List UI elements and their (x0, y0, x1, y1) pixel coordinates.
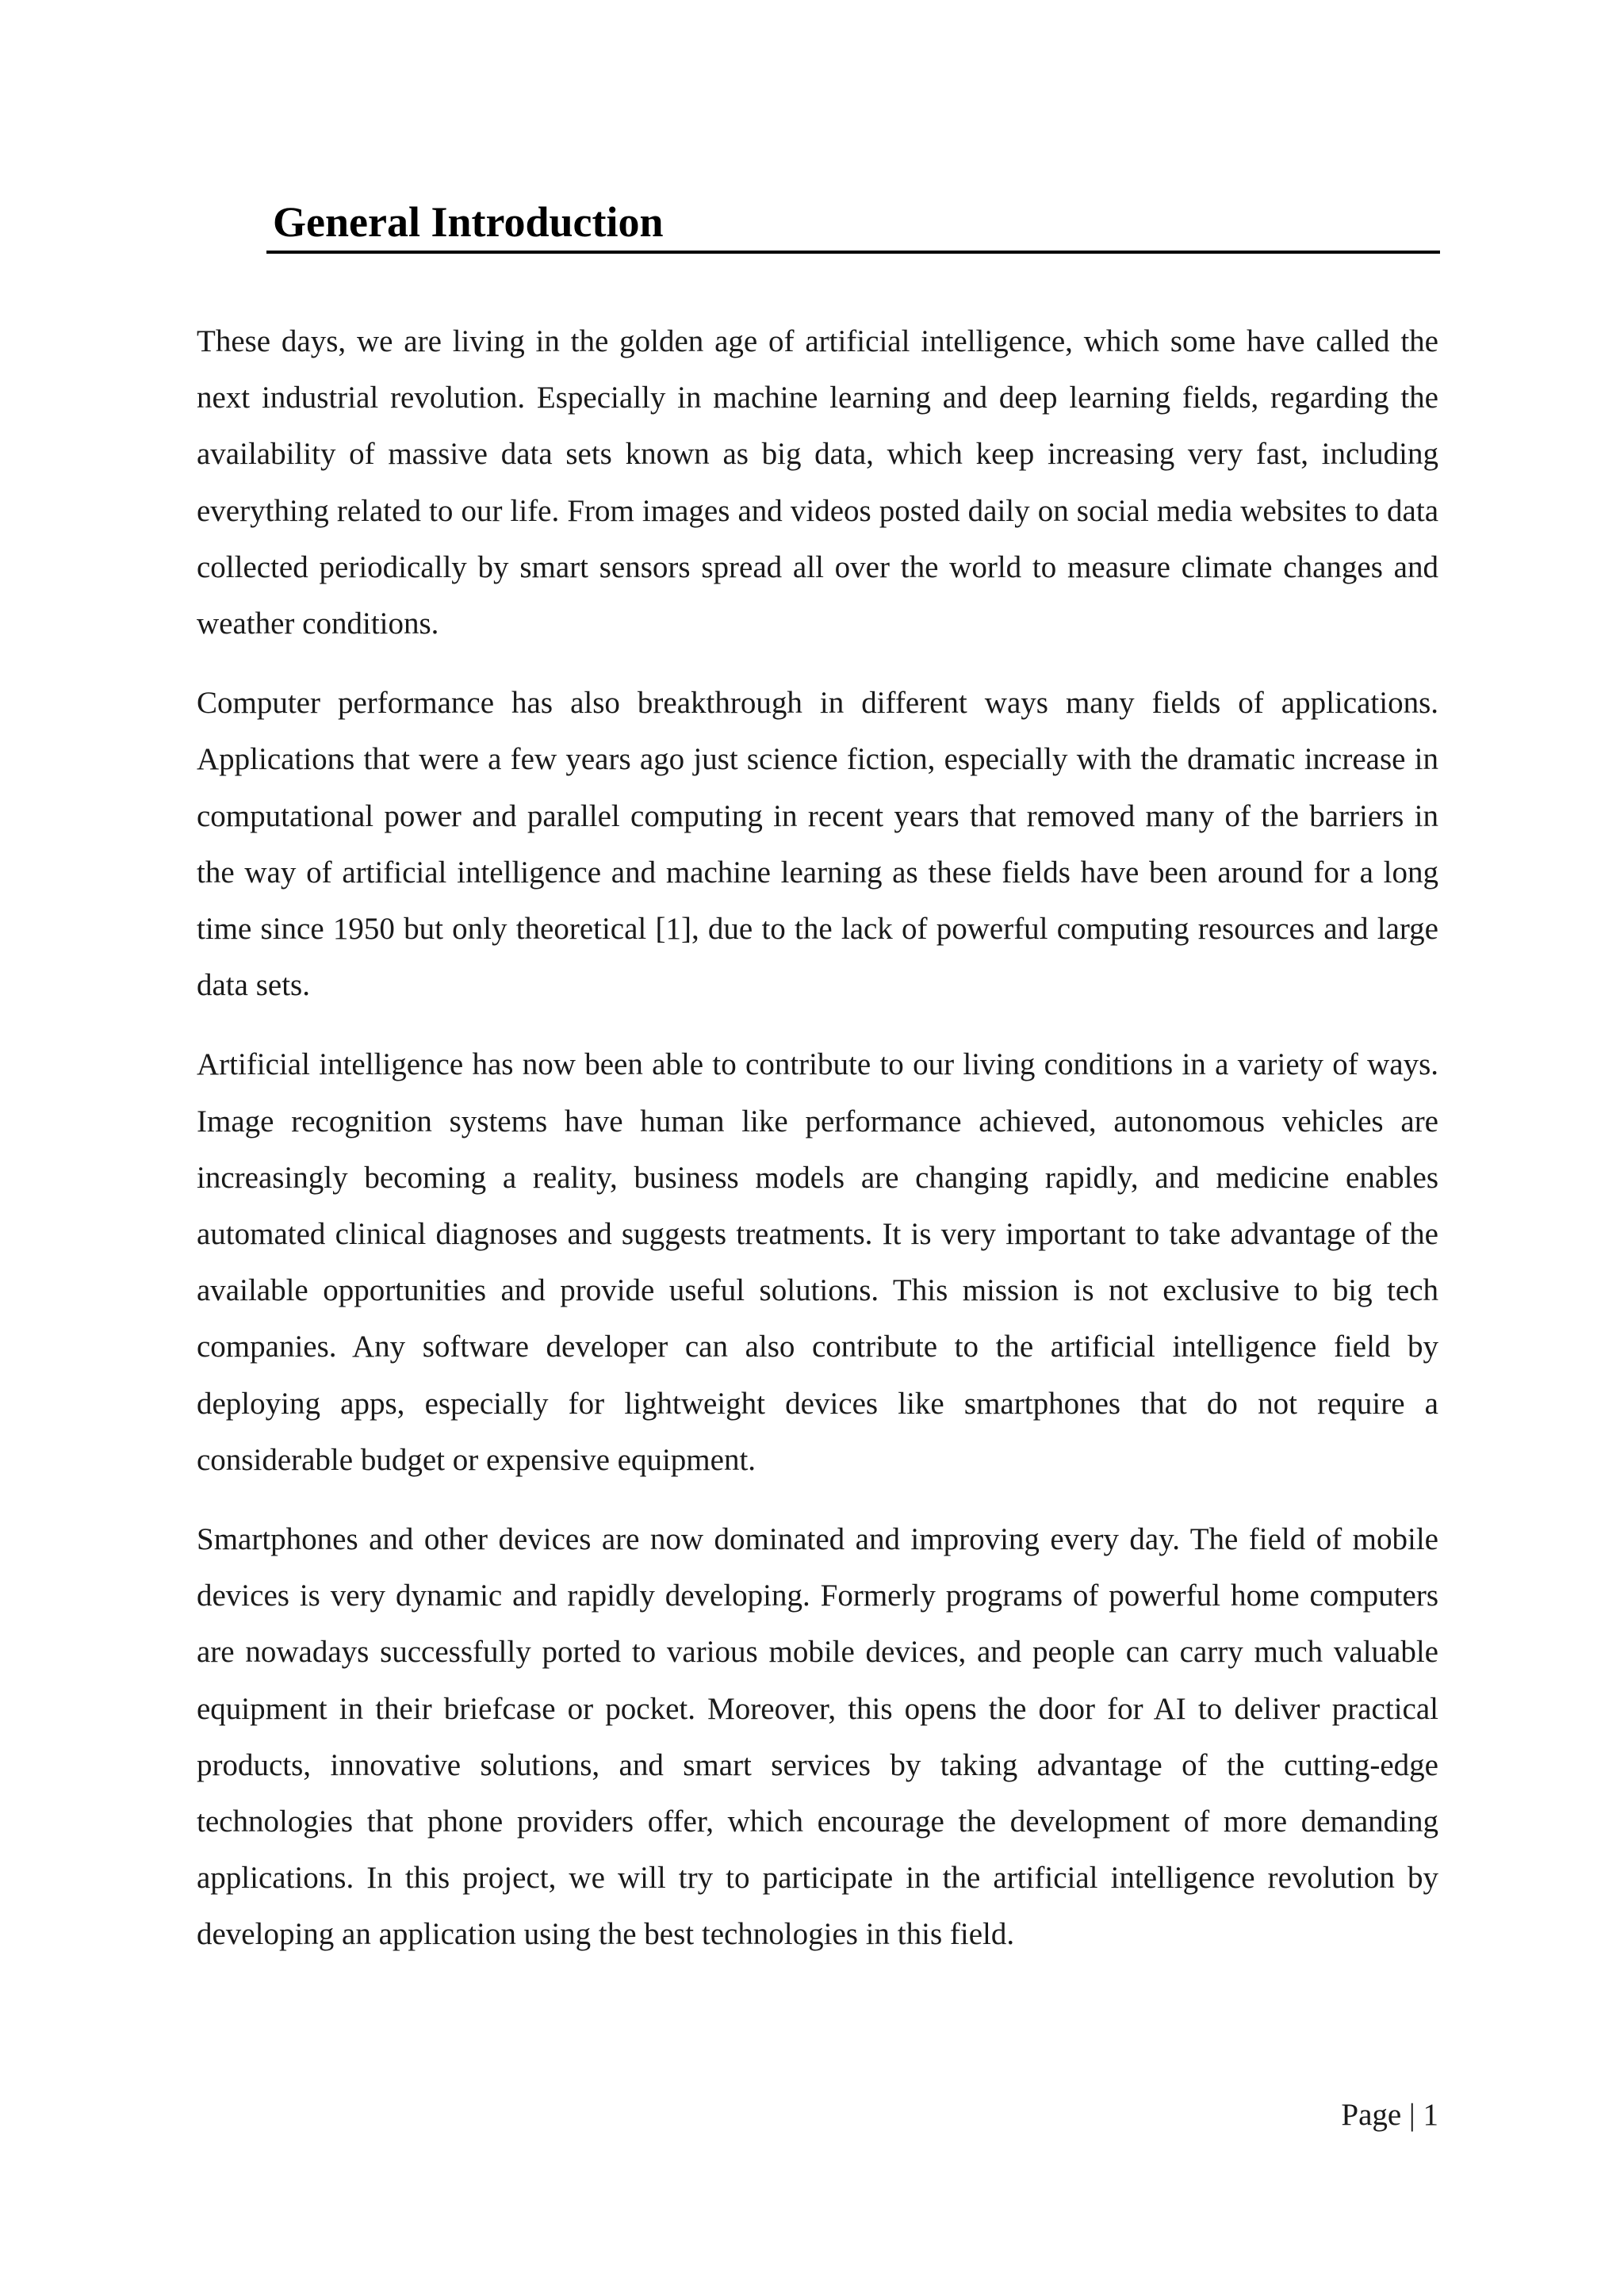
paragraph-2: Computer performance has also breakthrough in different ways many fields of applications. Applications that were a few years ago just science fiction, especially with the dramatic increase in computational power and parallel computing in recent years that removed many of the barriers in the way of artificial intelligence and machine learning as these fields have been around for a long time since 1950 but only theoretical [1], due to the lack of powerful computing resources and large data sets. (197, 686, 1438, 1003)
paragraph-4: Smartphones and other devices are now dominated and improving every day. The field of mobile devices is very dynamic and rapidly developing. Formerly programs of powerful home computers are nowadays successfully ported to various mobile devices, and people can carry much valuable equipment in their briefcase or pocket. Moreover, this opens the door for AI to deliver practical products, innovative solutions, and smart services by taking advantage of the cutting-edge technologies that phone providers offer, which encourage the development of more demanding applications. In this project, we will try to participate in the artificial intelligence revolution by developing an application using the best technologies in this field. (197, 1522, 1438, 1952)
paragraph-1: These days, we are living in the golden age of artificial intelligence, which some have called the next industrial revolution. Especially in machine learning and deep learning fields, regarding the availability of massive data sets known as big data, which keep increasing very fast, including everything related to our life. From images and videos posted daily on social media websites to data collected periodically by smart sensors spread all over the world to measure climate changes and weather conditions. (197, 324, 1438, 641)
page-number-footer: Page | 1 (1341, 2098, 1438, 2132)
heading-block (266, 197, 1440, 254)
paragraph-3: Artificial intelligence has now been able to contribute to our living conditions in a variety of ways. Image recognition systems have human like performance achieved, autonomous vehicles are increasingly becoming a reality, business models are changing rapidly, and medicine enables automated clinical diagnoses and suggests treatments. It is very important to take advantage of the available opportunities and provide useful solutions. This mission is not exclusive to big tech companies. Any software developer can also contribute to the artificial intelligence field by deploying apps, especially for lightweight devices like smartphones that do not require a considerable budget or expensive equipment. (197, 1047, 1438, 1477)
page-title: General Introduction (273, 198, 664, 246)
body-text (197, 313, 1438, 1986)
